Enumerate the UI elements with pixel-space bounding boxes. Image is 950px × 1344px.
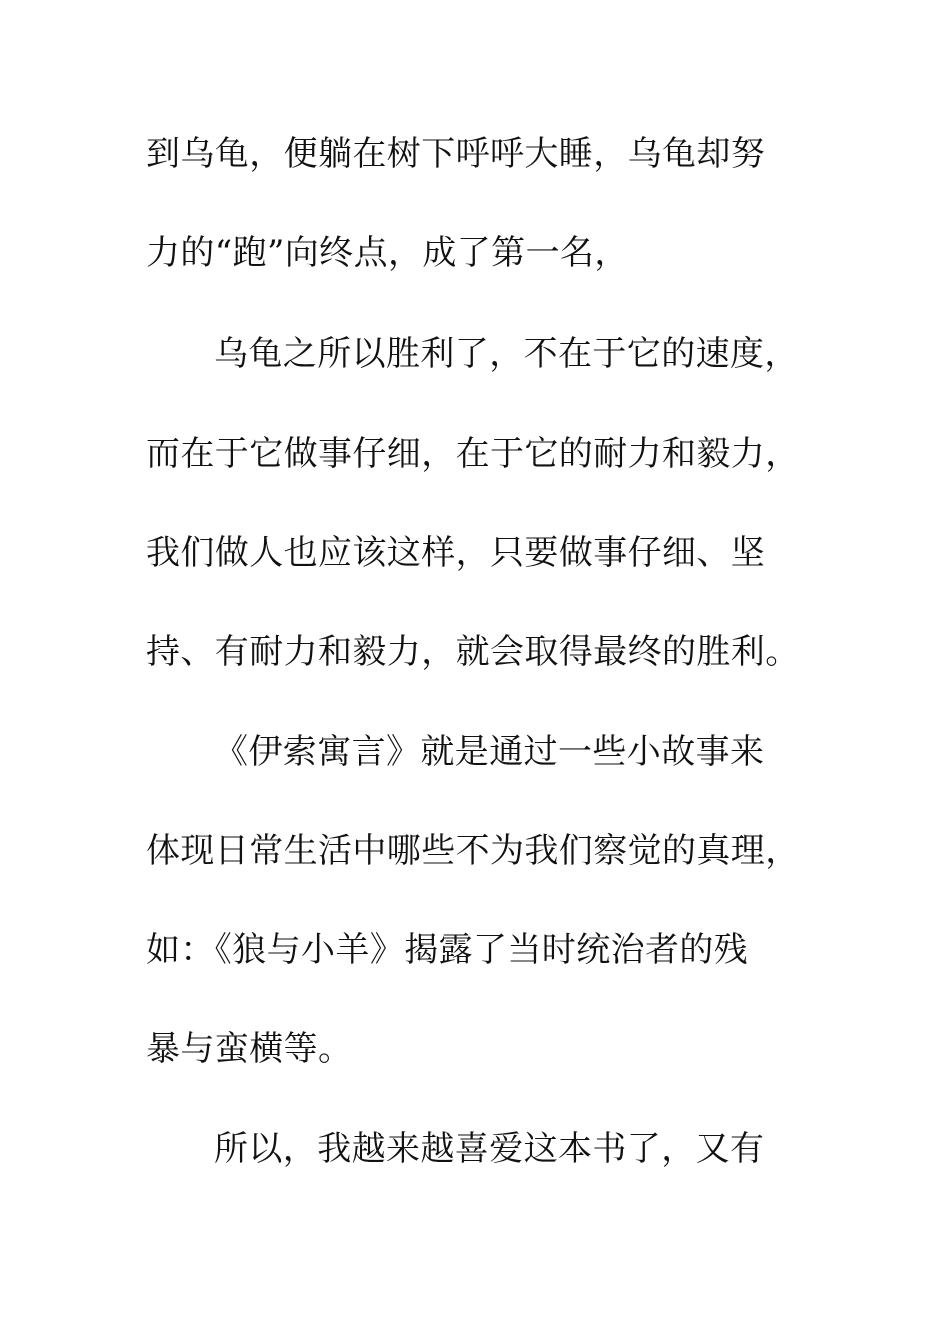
text-line: 我们做人也应该这样，只要做事仔细、坚	[146, 533, 766, 573]
text-line: 到乌龟，便躺在树下呼呼大睡，乌龟却努	[146, 134, 766, 174]
paragraph-first-line: 乌龟之所以胜利了，不在于它的速度，	[214, 334, 799, 374]
text-line: 力的“跑”向终点，成了第一名，	[146, 233, 629, 273]
text-line: 如：《狼与小羊》揭露了当时统治者的残	[146, 930, 749, 970]
paragraph-first-line: 所以，我越来越喜爱这本书了，又有	[214, 1129, 765, 1169]
paragraph-first-line: 《伊索寓言》就是通过一些小故事来	[214, 732, 765, 772]
text-line: 体现日常生活中哪些不为我们察觉的真理，	[146, 831, 800, 871]
text-line: 持、有耐力和毅力，就会取得最终的胜利。	[146, 632, 800, 672]
text-line: 而在于它做事仔细，在于它的耐力和毅力，	[146, 434, 800, 474]
text-line: 暴与蛮横等。	[146, 1029, 353, 1069]
